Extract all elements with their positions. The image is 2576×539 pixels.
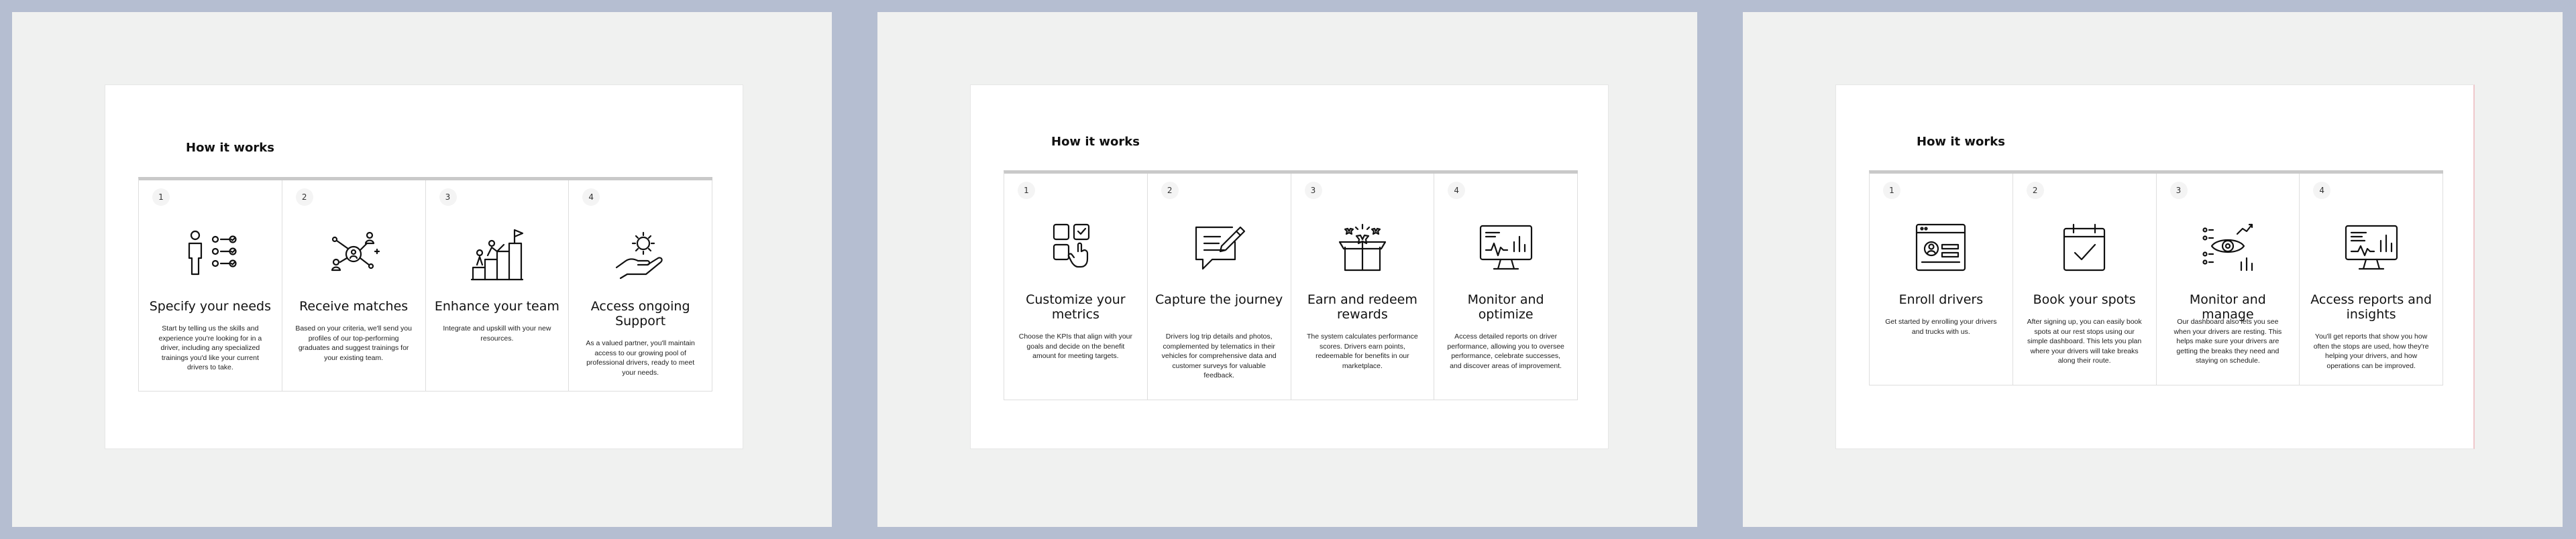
- step-description: Integrate and upskill with your new resources.: [443, 324, 551, 343]
- step-title: Earn and redeem rewards: [1307, 292, 1417, 322]
- step-number: 1: [1883, 182, 1900, 199]
- section-heading: How it works: [1051, 135, 1140, 149]
- step-card: [1870, 174, 2013, 385]
- profile-window-icon: [1913, 219, 1969, 276]
- step-title: Receive matches: [299, 299, 409, 314]
- step-title: Monitor and optimize: [1467, 292, 1544, 322]
- step-card: [426, 180, 570, 392]
- step-description: The system calculates performance scores. Drivers earn points, redeemable for benefits in our marketplace.: [1307, 333, 1418, 370]
- step-card: [282, 180, 426, 392]
- step-description: Our dashboard also lets you see when your drivers are resting. This helps make sure your drivers are getting the breaks they need and staying on schedule.: [2174, 318, 2282, 365]
- step-number: 1: [1018, 182, 1035, 199]
- step-description: Get started by enrolling your drivers and trucks with us.: [1885, 318, 1997, 336]
- hand-gear-icon: [612, 226, 669, 282]
- steps-row: [138, 177, 712, 392]
- step-number: 4: [2313, 182, 2330, 199]
- step-number: 2: [2027, 182, 2044, 199]
- how-it-works-card: [1835, 84, 2475, 449]
- step-number: 1: [152, 188, 170, 206]
- step-title: Capture the journey: [1155, 292, 1283, 307]
- person-checklist-icon: [182, 226, 238, 282]
- chat-pencil-icon: [1191, 219, 1247, 276]
- step-title: Customize your metrics: [1026, 292, 1126, 322]
- monitor-report-icon: [2343, 219, 2400, 276]
- monitor-dashboard-icon: [1478, 219, 1534, 276]
- step-number: 3: [439, 188, 457, 206]
- step-description: You'll get reports that show you how often the stops are used, how they're helping your drivers, and how operations can be improved.: [2313, 333, 2429, 370]
- step-card: [1004, 174, 1148, 400]
- section-heading: How it works: [1917, 135, 2005, 149]
- slide-2: [877, 12, 1697, 527]
- step-description: Based on your criteria, we'll send you profiles of our top-performing graduates and suggest trainings for your existing team.: [295, 324, 412, 362]
- step-title: Enroll drivers: [1898, 292, 1984, 307]
- step-description: As a valued partner, you'll maintain access to our growing pool of professional drivers, ready to meet your needs.: [586, 339, 695, 377]
- team-summit-flag-icon: [469, 226, 525, 282]
- section-heading: How it works: [186, 141, 274, 155]
- step-card: [2157, 174, 2300, 385]
- grid-select-icon: [1047, 219, 1104, 276]
- step-card: [569, 180, 712, 392]
- step-title: Access ongoing Support: [590, 299, 690, 328]
- step-number: 4: [582, 188, 600, 206]
- step-number: 2: [1161, 182, 1179, 199]
- step-card: [2300, 174, 2443, 385]
- step-title: Monitor and manage: [2189, 292, 2266, 322]
- step-number: 3: [1305, 182, 1322, 199]
- step-title: Book your spots: [2033, 292, 2136, 307]
- step-card: [1291, 174, 1435, 400]
- step-number: 3: [2170, 182, 2188, 199]
- step-description: Drivers log trip details and photos, complemented by telematics in their vehicles for comprehensive data and customer surveys for valuable feedback.: [1161, 333, 1277, 379]
- step-description: Choose the KPIs that align with your goals and decide on the benefit amount for meeting targets.: [1018, 333, 1132, 360]
- step-title: Enhance your team: [434, 299, 559, 314]
- how-it-works-card: [105, 84, 743, 449]
- step-card: [1434, 174, 1578, 400]
- step-description: Access detailed reports on driver performance, allowing you to oversee performance, celebrate successes, and discover areas of improvement.: [1447, 333, 1564, 370]
- steps-row: [1869, 170, 2443, 385]
- gift-box-stars-icon: [1334, 219, 1391, 276]
- step-number: 4: [1448, 182, 1465, 199]
- step-title: Specify your needs: [149, 299, 272, 314]
- step-card: [139, 180, 282, 392]
- slide-3: [1743, 12, 2563, 527]
- step-number: 2: [296, 188, 313, 206]
- step-card: [2013, 174, 2157, 385]
- steps-row: [1004, 170, 1578, 400]
- step-description: After signing up, you can easily book spots at our rest stops using our simple dashboard. This lets you plan where your drivers will take breaks along their route.: [2027, 318, 2142, 365]
- step-description: Start by telling us the skills and experience you're looking for in a driver, including any specialized trainings you'd like your current drivers to take.: [158, 324, 262, 371]
- network-match-icon: [325, 226, 382, 282]
- eye-analytics-icon: [2200, 219, 2256, 276]
- calendar-check-icon: [2056, 219, 2112, 276]
- step-title: Access reports and insights: [2310, 292, 2432, 322]
- slide-1: [12, 12, 832, 527]
- step-card: [1148, 174, 1291, 400]
- how-it-works-card: [970, 84, 1609, 449]
